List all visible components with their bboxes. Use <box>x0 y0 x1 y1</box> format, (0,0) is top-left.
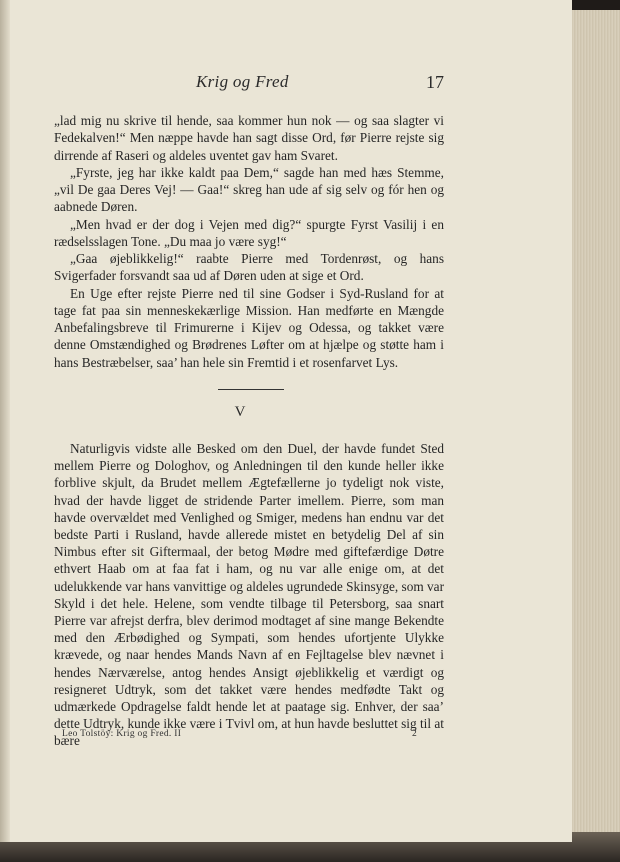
paragraph: „lad mig nu skrive til hende, saa kommer hun nok — og saa slagter vi Fedekalven!“ Men næppe havde han sagt disse Ord, før Pierre rejste sig dirrende af Raseri og aldeles uventet gav ham Svaret. <box>54 113 444 163</box>
paragraph: En Uge efter rejste Pierre ned til sine Godser i Syd-Rusland for at tage fat paa sin menneskekærlige Mission. Han medførte en Mængde Anbefalingsbreve til Frimurerne i Kijev og Odessa, og takket være denne Omstændighed og Brødrenes Løfter om at hjælpe og støtte ham i hans Bestræbelser, saa’ han hele sin Fremtid i et rosenfarvet Lys. <box>54 285 444 370</box>
page-gutter <box>0 0 10 842</box>
body-text-bottom <box>54 440 444 750</box>
page-number: 17 <box>426 72 444 92</box>
body-text-top <box>54 112 444 371</box>
page-header <box>0 72 572 102</box>
paragraph: „Men hvad er der dog i Vejen med dig?“ spurgte Fyrst Vasilij i en rædselsslagen Tone. „Du maa jo være syg!“ <box>54 216 444 249</box>
page-footer <box>62 729 462 743</box>
chapter-heading: V <box>234 404 246 420</box>
paragraph: Naturligvis vidste alle Besked om den Duel, der havde fundet Sted mellem Pierre og Dologhov, og Anledningen til den kunde heller ikke forblive skjult, da Brudet mellem Ægtefællerne jo tydeligt nok viste, hvad der havde ligget de stridende Parter imellem. Pierre, som man havde overvældet med Venlighed og Smiger, medens han endnu var det bedste Parti i Rusland, havde allerede mistet en betydelig Del af sin Nimbus efter sit Giftermaal, der betog Mødre med giftefærdige Døtre ethvert Haab om at faa fat i ham, og nu var alle enige om, at det udelukkende var hans vanvittige og aldeles ugrundede Skinsyge, som var Skyld i det hele. Helene, som vendte tilbage til Petersborg, saa snart Pierre var afrejst derfra, blev derimod modtaget af sine mange Bekendte med den Ærbødighed og Sympati, som hendes ufortjente Ulykke krævede, og naar hendes Mands Navn af en Fejltagelse blev nævnet i hendes Nærværelse, antog hendes Ansigt øjeblikkelig et værdigt og resigneret Udtryk, som det takket være hendes medfødte Takt og udmærkede Opdragelse faldt hende let at paatage sig. Enhver, der saa’ dette Udtryk, kunde ikke være i Tvivl om, at hun havde besluttet sig til at bære <box>54 441 444 749</box>
footer-sheet-number: 2 <box>412 729 418 739</box>
paragraph: „Fyrste, jeg har ikke kaldt paa Dem,“ sagde han med hæs Stemme, „vil De gaa Deres Vej! — Gaa!“ skreg han ude af sig selv og fór hen og aabnede Døren. <box>54 164 444 215</box>
paragraph: „Gaa øjeblikkelig!“ raabte Pierre med Tordenrøst, og hans Svigerfader forsvandt saa ud af Døren uden at sige et Ord. <box>54 251 444 284</box>
section-divider <box>218 389 284 390</box>
running-title: Krig og Fred <box>196 72 289 91</box>
footer-signature: Leo Tolstöy: Krig og Fred. II <box>62 729 182 739</box>
